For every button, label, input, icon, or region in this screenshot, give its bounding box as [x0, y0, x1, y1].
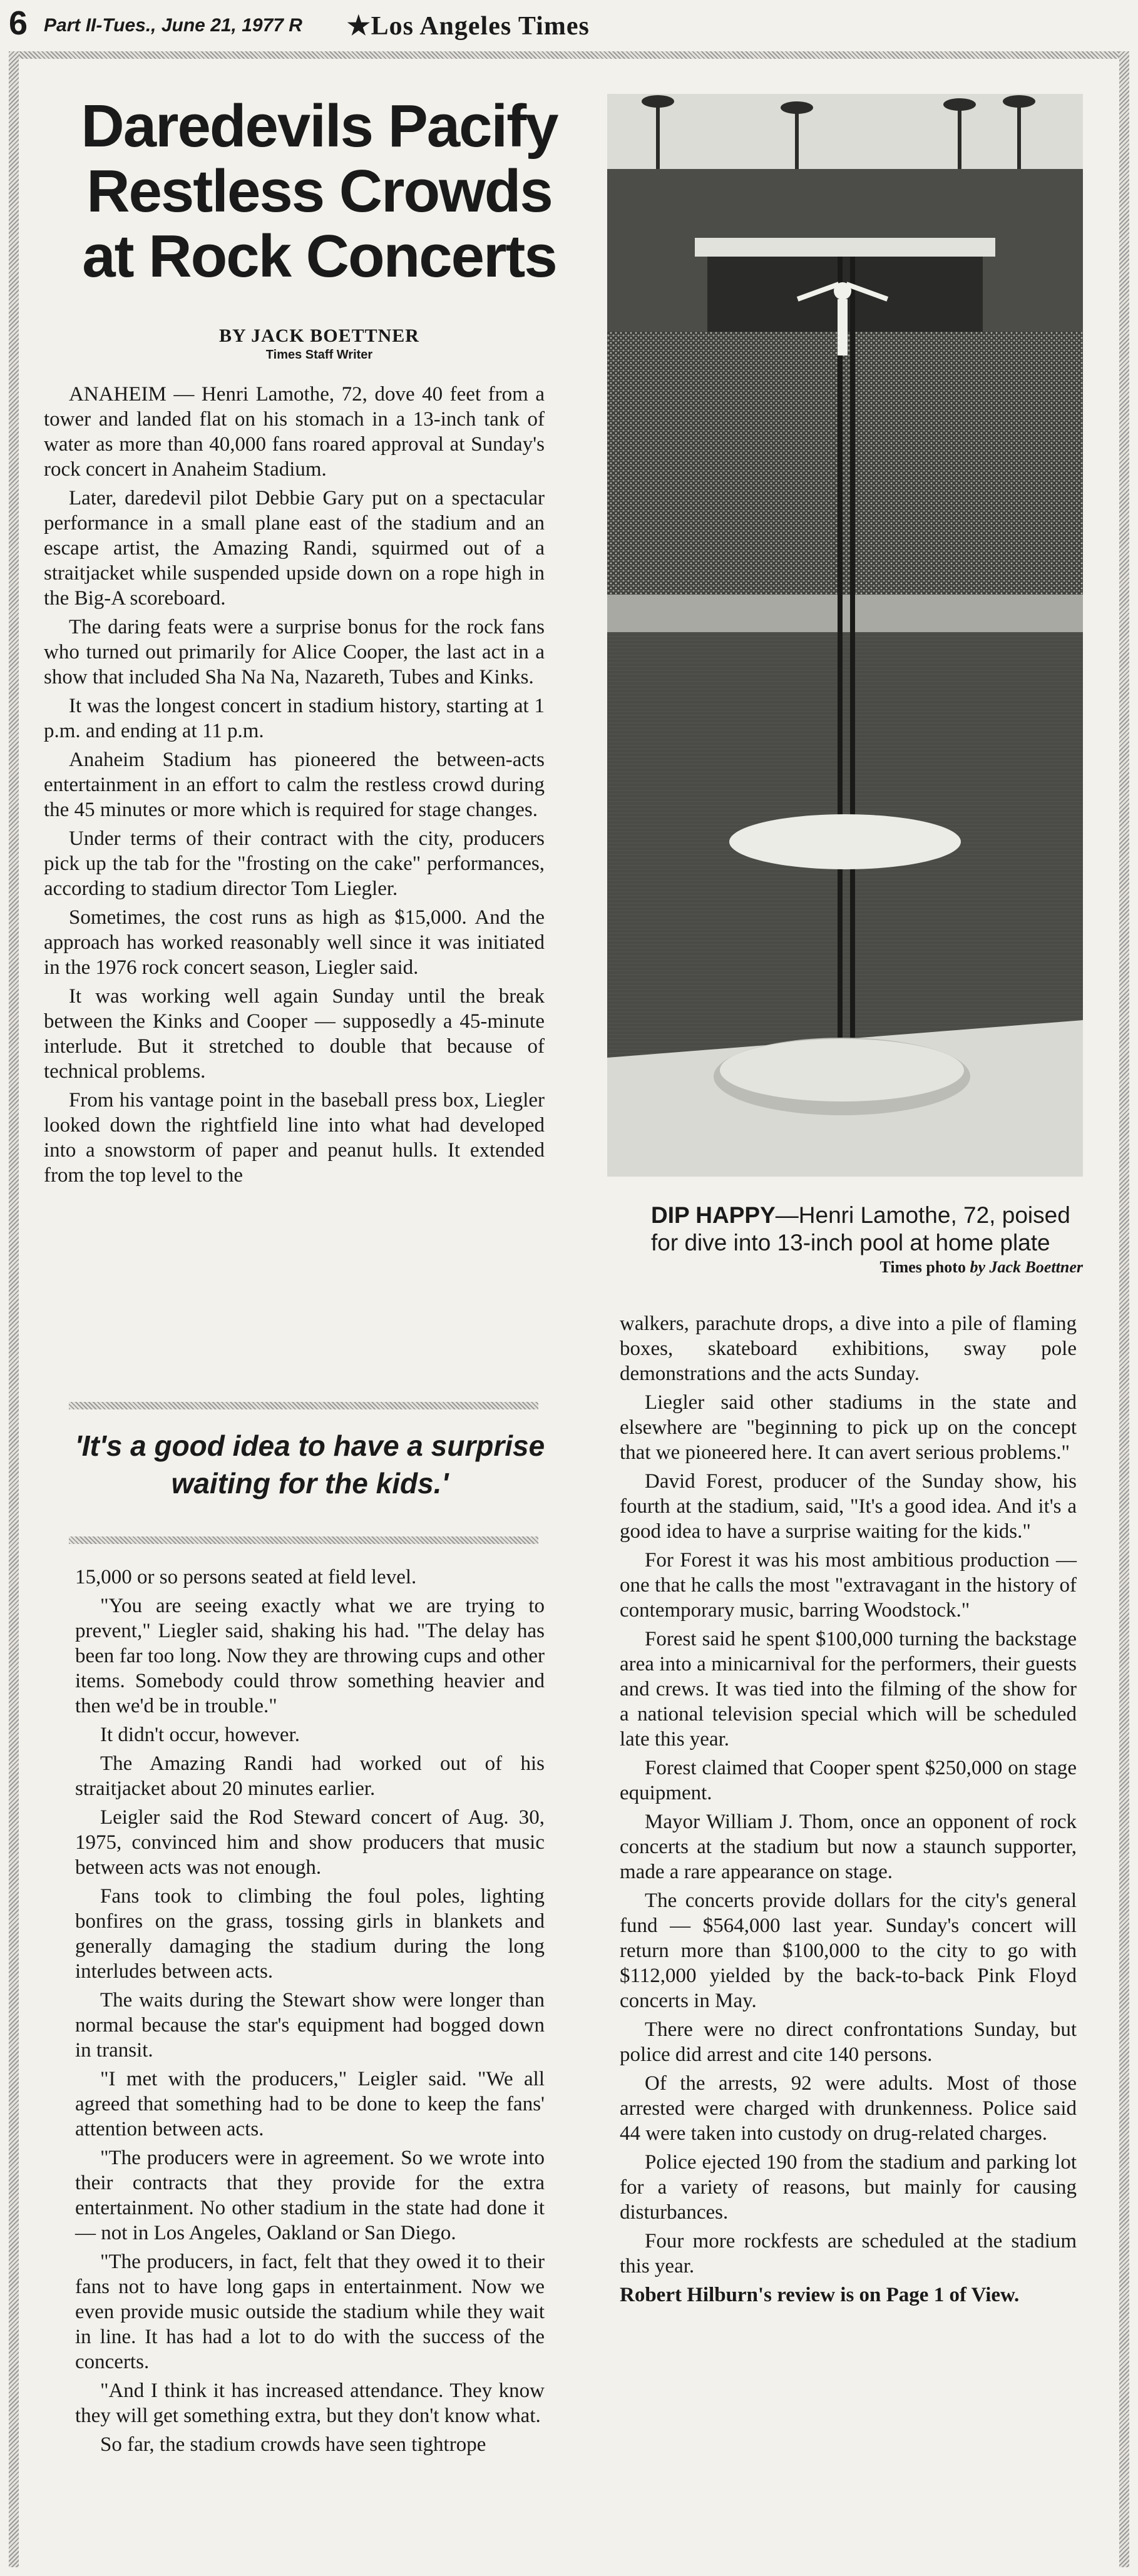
masthead: ★Los Angeles Times	[347, 12, 590, 41]
headline-line-2: Restless Crowds	[86, 158, 552, 225]
headline-line-1: Daredevils Pacify	[81, 93, 558, 160]
column-2	[620, 1311, 1077, 2311]
paragraph: "You are seeing exactly what we are trying to prevent," Liegler said, shaking his had. "The delay has been far too long. Now they are throwing cups and other items. Somebody could throw something heavier and then we'd be in trouble."	[75, 1595, 545, 1717]
byline-title: Times Staff Writer	[265, 348, 373, 362]
paragraph: The daring feats were a surprise bonus for the rock fans who turned out primarily for Alice Cooper, the last act in a show that included Sha Na Na, Nazareth, Tubes and Kinks.	[44, 616, 545, 688]
photo-credit	[651, 1258, 1083, 1277]
paragraph: David Forest, producer of the Sunday show, his fourth at the stadium, said, "It's a good idea. And it's a good idea to have a surprise waiting for the kids."	[620, 1470, 1077, 1543]
paragraph: From his vantage point in the baseball press box, Liegler looked down the rightfield line into what had developed into a snowstorm of paper and peanut hulls. It extended from the top level to the	[44, 1089, 545, 1187]
paragraph: Under terms of their contract with the city, producers pick up the tab for the "frosting on the cake" performances, according to stadium director Tom Liegler.	[44, 827, 545, 900]
paragraph: Sometimes, the cost runs as high as $15,000. And the approach has worked reasonably well since it was initiated in the 1976 rock concert season, Liegler said.	[44, 906, 545, 979]
credit-name: by Jack Boettner	[970, 1258, 1083, 1276]
caption-body: —Henri Lamothe, 72, poised for dive into 13-inch pool at home plate	[651, 1202, 1070, 1255]
column-1-bottom	[75, 1565, 545, 2461]
paragraph: The Amazing Randi had worked out of his straitjacket about 20 minutes earlier.	[75, 1752, 545, 1800]
paragraph: Later, daredevil pilot Debbie Gary put on a spectacular performance in a small plane east of the stadium and an escape artist, the Amazing Randi, squirmed out of a straitjacket while suspended upside down on a rope high in the Big-A scoreboard.	[44, 487, 545, 610]
paragraph: walkers, parachute drops, a dive into a pile of flaming boxes, skateboard exhibitions, sway pole demonstrations and the acts Sunday.	[620, 1312, 1077, 1385]
paragraph: The waits during the Stewart show were longer than normal because the star's equipment had bogged down in transit.	[75, 1989, 545, 2062]
paragraph: "I met with the producers," Leigler said. "We all agreed that something had to be done to keep the fans' attention between acts.	[75, 2068, 545, 2140]
paragraph: Police ejected 190 from the stadium and parking lot for a variety of reasons, but mainly for causing disturbances.	[620, 2151, 1077, 2224]
paragraph: It didn't occur, however.	[100, 1724, 300, 1746]
paragraph: Liegler said other stadiums in the state and elsewhere are "beginning to pick up on the concept that we pioneered here. It can avert serious problems."	[620, 1391, 1077, 1464]
paragraph: Mayor William J. Thom, once an opponent of rock concerts at the stadium but now a staunch supporter, made a rare appearance on stage.	[620, 1811, 1077, 1883]
paragraph: ANAHEIM — Henri Lamothe, 72, dove 40 feet from a tower and landed flat on his stomach in a 13-inch tank of water as more than 40,000 fans roared approval at Sunday's rock concert in Anaheim Stadium.	[44, 383, 545, 481]
column-1-top	[44, 382, 545, 1192]
paragraph: So far, the stadium crowds have seen tightrope	[100, 2433, 486, 2456]
top-border	[9, 51, 1129, 59]
page-folio	[9, 4, 1129, 42]
page-number: 6	[9, 4, 28, 42]
paragraph: Of the arrests, 92 were adults. Most of those arrested were charged with drunkenness. Police said 44 were taken into custody on drug-related charges.	[620, 2072, 1077, 2145]
paragraph: For Forest it was his most ambitious production — one that he calls the most "extravagant in the history of contemporary music, barring Woodstock."	[620, 1549, 1077, 1622]
paragraph: "And I think it has increased attendance. They know they will get something extra, but they don't know what.	[75, 2379, 545, 2427]
credit-prefix: Times photo	[879, 1258, 966, 1276]
paragraph: "The producers, in fact, felt that they owed it to their fans not to have long gaps in entertainment. Now we even provide music outside the stadium while they wait in line. It has had a lot to do with the success of the concerts.	[75, 2251, 545, 2373]
paragraph: Forest said he spent $100,000 turning the backstage area into a minicarnival for the performers, their guests and crews. It was tied into the filming of the show for a national television special which will be scheduled late this year.	[620, 1628, 1077, 1751]
caption-head: DIP HAPPY	[651, 1202, 776, 1228]
paragraph: There were no direct confrontations Sunday, but police did arrest and cite 140 persons.	[620, 2018, 1077, 2066]
paragraph: Four more rockfests are scheduled at the stadium this year.	[620, 2230, 1077, 2277]
headline-line-3: at Rock Concerts	[82, 223, 556, 290]
paragraph: "The producers were in agreement. So we wrote into their contracts that they provide for the extra entertainment. No other stadium in the state had done it — not in Los Angeles, Oakland or San Diego.	[75, 2147, 545, 2244]
paragraph: Forest claimed that Cooper spent $250,000 on stage equipment.	[620, 1757, 1077, 1804]
paragraph: Anaheim Stadium has pioneered the between-acts entertainment in an effort to calm the restless crowd during the 45 minutes or more which is required for stage changes.	[44, 749, 545, 821]
paragraph: It was the longest concert in stadium history, starting at 1 p.m. and ending at 11 p.m.	[44, 695, 545, 742]
article-headline	[50, 94, 588, 289]
byline: BY JACK BOETTNER	[219, 325, 419, 346]
left-border	[9, 51, 19, 2567]
pullquote-bottom-rule	[69, 1536, 538, 1544]
paragraph: It was working well again Sunday until the break between the Kinks and Cooper — supposedly a 45-minute interlude. But it stretched to double that because of technical problems.	[44, 985, 545, 1083]
pull-quote: 'It's a good idea to have a surprise waiting for the kids.'	[74, 1429, 545, 1500]
paragraph: Leigler said the Rod Steward concert of Aug. 30, 1975, convinced him and show producers that music between acts was not enough.	[75, 1806, 545, 1879]
review-reference: Robert Hilburn's review is on Page 1 of View.	[620, 2284, 1020, 2306]
right-border	[1119, 51, 1129, 2567]
photo-caption	[651, 1202, 1083, 1277]
paragraph: The concerts provide dollars for the city's general fund — $564,000 last year. Sunday's concert will return more than $100,000 to the city to go with $112,000 yielded by the back-to-back Pink Floyd concerts in May.	[620, 1889, 1077, 2012]
stadium-dive-photo	[607, 94, 1083, 1177]
edition-info: Part II-Tues., June 21, 1977 R	[44, 15, 302, 36]
paragraph: 15,000 or so persons seated at field level.	[75, 1566, 417, 1588]
caption-text	[651, 1202, 1083, 1257]
pullquote-top-rule	[69, 1402, 538, 1409]
paragraph: Fans took to climbing the foul poles, lighting bonfires on the grass, tossing girls in blankets and generally damaging the stadium during the long interludes between acts.	[75, 1885, 545, 1983]
